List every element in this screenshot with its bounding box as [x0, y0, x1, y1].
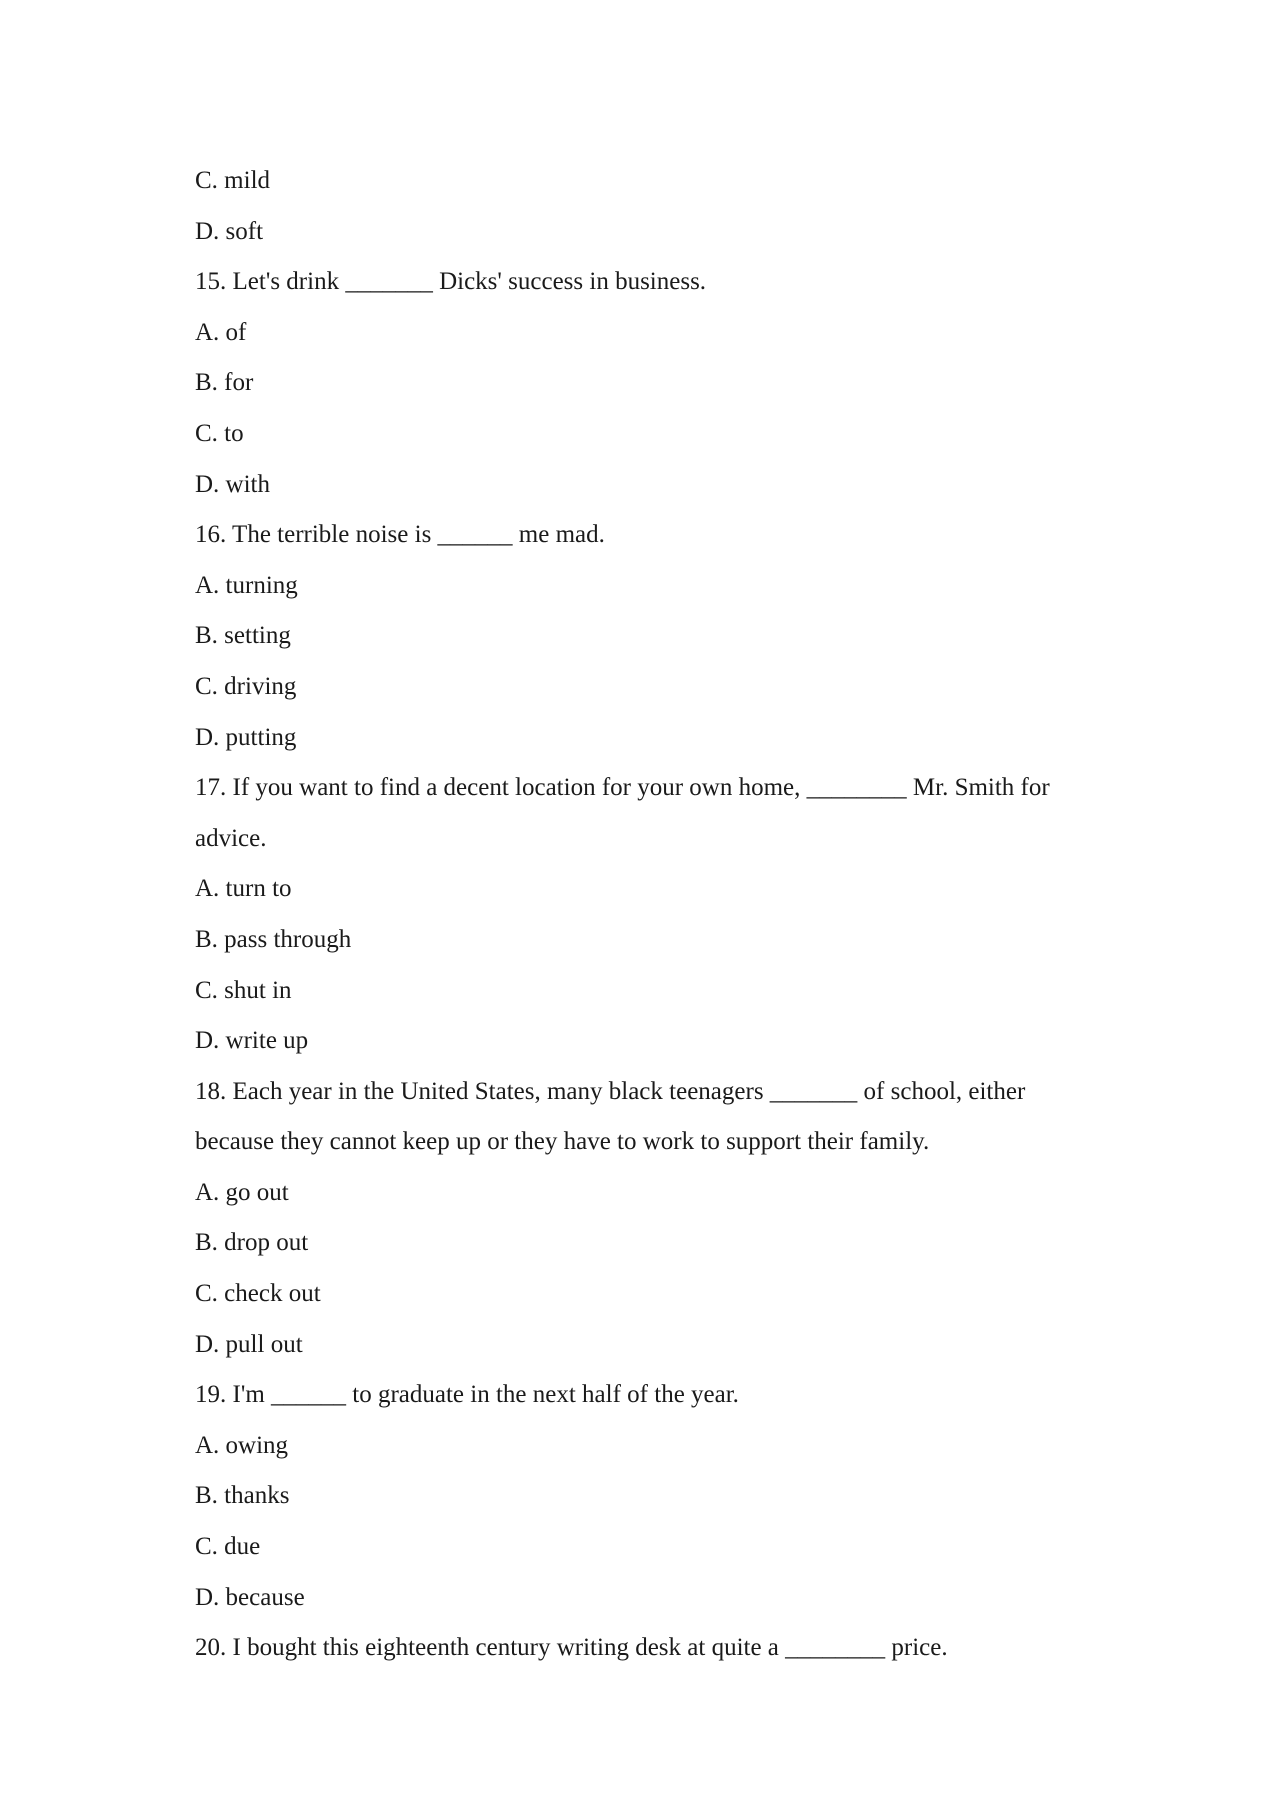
option-16b: B. setting [195, 622, 291, 650]
option-18b: B. drop out [195, 1229, 309, 1257]
option-17d: D. write up [195, 1027, 309, 1055]
option-19d: D. because [195, 1583, 305, 1611]
option-18d: D. pull out [195, 1330, 303, 1358]
option-17b: B. pass through [195, 925, 352, 953]
option-19a: A. owing [195, 1431, 289, 1459]
question-16: 16. The terrible noise is ______ me mad. [195, 521, 605, 549]
question-18-line-2: because they cannot keep up or they have to work to support their family. [195, 1128, 930, 1156]
question-18-line-1: 18. Each year in the United States, many black teenagers _______ of school, either [195, 1077, 1026, 1105]
question-15: 15. Let's drink _______ Dicks' success in business. [195, 268, 707, 296]
question-17-line-2: advice. [195, 824, 267, 852]
question-19: 19. I'm ______ to graduate in the next half of the year. [195, 1381, 739, 1409]
option-17a: A. turn to [195, 875, 292, 903]
option-15b: B. for [195, 369, 254, 397]
option-14d: D. soft [195, 217, 264, 245]
option-15c: C. to [195, 419, 244, 447]
question-20: 20. I bought this eighteenth century writing desk at quite a ________ price. [195, 1634, 948, 1662]
option-15a: A. of [195, 318, 247, 346]
option-18a: A. go out [195, 1178, 289, 1206]
option-16c: C. driving [195, 672, 297, 700]
question-17-line-1-text: 17. If you want to find a decent location for your own home, ________ Mr. Smith for [195, 774, 1050, 802]
question-17-line-1 [195, 763, 1095, 814]
option-14c: C. mild [195, 167, 271, 194]
option-16a: A. turning [195, 571, 298, 599]
document-content [195, 156, 1095, 1674]
option-16d: D. putting [195, 723, 297, 751]
option-18c: C. check out [195, 1280, 321, 1308]
option-15d: D. with [195, 470, 270, 498]
option-19b: B. thanks [195, 1482, 290, 1510]
option-19c: C. due [195, 1533, 261, 1561]
option-17c: C. shut in [195, 976, 292, 1004]
